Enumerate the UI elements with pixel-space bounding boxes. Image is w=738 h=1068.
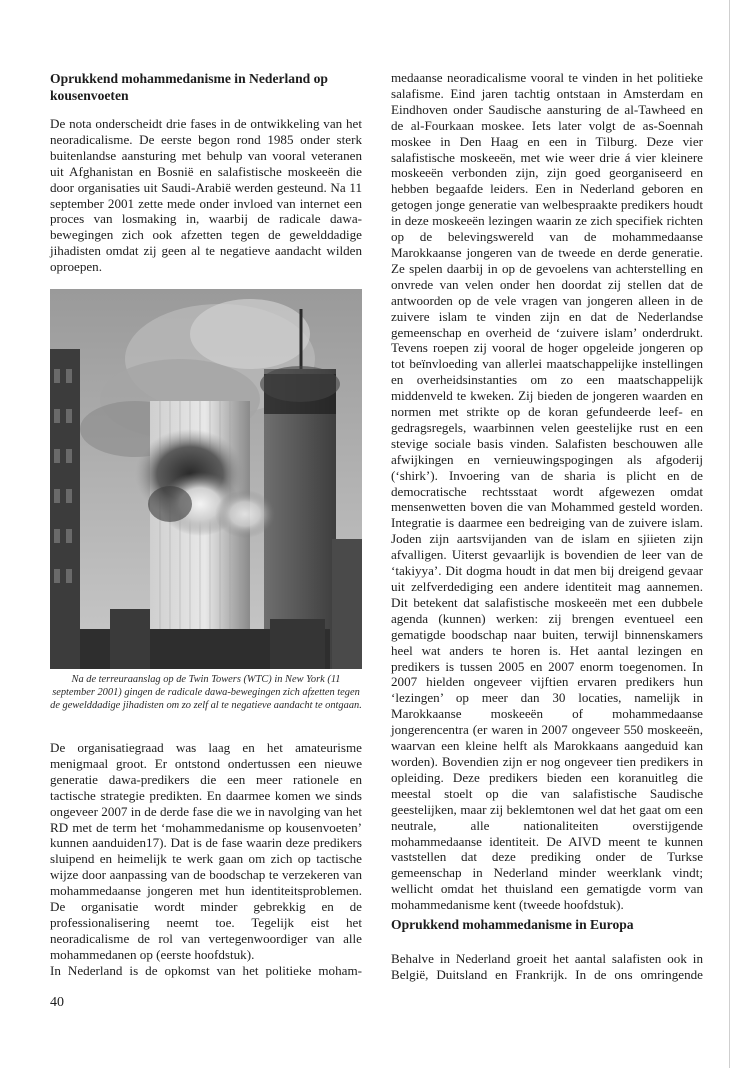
left-paragraph-3: In Nederland is de opkomst van het politieke moham-: [50, 963, 362, 978]
page-edge-line: [729, 0, 730, 1068]
section-heading-europa: Oprukkend mohammedanisme in Europa: [391, 917, 634, 932]
right-paragraph-1: medaanse neoradicalisme vooral te vinden in het politieke salafisme. Eind jaren tachtig ontstaan in Amsterdam en Eindhoven onder Saudische aansturing de al-Tawheed en de al-Fourkaan moskee. Iets later volgt de as-Soennah moskee in Den Haag en een in Tilburg. Deze vier salafistische moskeeën, met wie weer drie á vier kleinere moskeeën verbonden zijn, zijn goed georganiseerd en hebben begaafde leiders. Een in Nederland geboren en getogen jonge generatie van welbespraakte predikers houdt in deze moskeeën lezingen waarin ze zich specifiek richten op de belevingswereld van de mohammedaanse Marokkaanse jongeren van de tweede en derde generatie. Ze spelen daarbij in op de gevoelens van achterstelling en onvrede van velen onder hen doordat zij stellen dat de antwoorden op de vele vragen van jongeren alleen in de zuivere islam te vinden zijn en dat de Nederlandse gemeenschap en overheid de ‘zuivere islam’ onderdrukt. Tevens roepen zij vooral de hoger opgeleide jongeren op tot beïnvloeding van allerlei maatschappelijke instellingen en overheidsinstanties om zo een maatschappelijk middenveld te kweken. Zij bieden de jongeren waarden en normen met strikte op de koran gefundeerde leef- en gedragsregels, waarbinnen velen geestelijke rust en een stevige sociale basis vinden. Salafisten beschouwen alle afwijkingen en vernieuwingspogingen als afgoderij (‘shirk’). Invoering van de sharia is plicht en de democratische rechtsstaat wordt afgewezen omdat mensenwetten boven die van Mohammed gesteld worden. Integratie is daarmee een bedreiging van de zuivere islam. Joden zijn aartsvijanden van de islam en sjiieten zijn afvalligen. Uiterst gevaarlijk is bovendien de leer van de ‘takiyya’. Dit dogma houdt in dat men bij dreigend gevaar uit zelfverdediging een andere identiteit mag aannemen. Dit betekent dat salafistische moskeeën met een dubbele agenda (kunnen) werken: zij brengen eventueel een gematigde boodschap naar buiten, terwijl binnenskamers heel wat anders te horen is. Het aantal lezingen en predikers is tussen 2005 en 2007 enorm toegenomen. In 2007 hielden ongeveer vijftien ervaren predikers hun ‘lezingen’ op meer dan 30 locaties, namelijk in Marokkaanse moskeeën of mohammedaanse jongerencentra (er waren in 2007 ongeveer 550 moskeeën, waarvan een kleine helft als Marokkaans aangeduid kan worden). Bovendien zijn er nog ongeveer tien predikers in opleiding. Deze predikers bieden een koranuitleg die meestal stoelt op die van salafistische Saudische geestelijken, maar zij beklemtonen wel dat het gaat om een neutrale, alle nationaliteiten overstijgende mohammedaanse identiteit. De AIVD meent te kunnen vaststellen dat deze prediking onder de Turkse gemeenschap in Nederland minder weerklank vindt; wellicht omdat het thuisland een gematigde vorm van mohammedanisme kent (tweede hoofdstuk).: [391, 70, 703, 913]
photo-caption: Na de terreuraanslag op de Twin Towers (WTC) in New York (11 september 2001) gingen de radicale dawa-bewegingen zich afzetten tegen de gewelddadige jihadisten om zo zelf al te negatieve aandacht te ontgaan.: [50, 674, 362, 711]
page-number: 40: [50, 995, 64, 1010]
section-heading-nederland: Oprukkend mohammedanisme in Nederland op kousenvoeten: [50, 71, 328, 103]
left-paragraph-2: De organisatiegraad was laag en het amateurisme menigmaal groot. Er ontstond ondertussen een nieuwe generatie dawa-predikers die een meer rationele en tactische strategie predikten. En daarmee komen we sinds ongeveer 2007 in de derde fase die we in navolging van het RD met de term het ‘mohammedanisme op kousenvoeten’ kunnen aanduiden17). Dat is de fase waarin deze predikers sluipend en heimelijk te werk gaan om zich op tactische wijze door aanpassing van de boodschap te verzekeren van mohammedaanse jongeren met hun identiteitsproblemen. De organisatie wordt minder gebrekkig en de professionalisering neemt toe. Tegelijk eist het neoradicalisme de rol van vertegenwoordiger van alle mohammedanen op (eerste hoofdstuk).: [50, 740, 362, 962]
twin-towers-photo: [50, 289, 362, 669]
right-paragraph-2: Behalve in Nederland groeit het aantal salafisten ook in België, Duitsland en Frankrijk. In de ons omringende: [391, 951, 703, 982]
left-paragraph-1: De nota onderscheidt drie fases in de ontwikkeling van het neoradicalisme. De eerste begon rond 1985 onder sterk buitenlandse aansturing met behulp van vooral veteranen uit Afghanistan en Bosnië en salafistische moskeeën die door organisaties uit Saudi-Arabië werden gesteund. Na 11 september 2001 zette mede onder invloed van internet een proces van losmaking in, waarbij de radicale dawa-bewegingen zich ook afzetten tegen de gewelddadige jihadisten omdat zij geen al te negatieve aandacht wilden oproepen.: [50, 116, 362, 275]
